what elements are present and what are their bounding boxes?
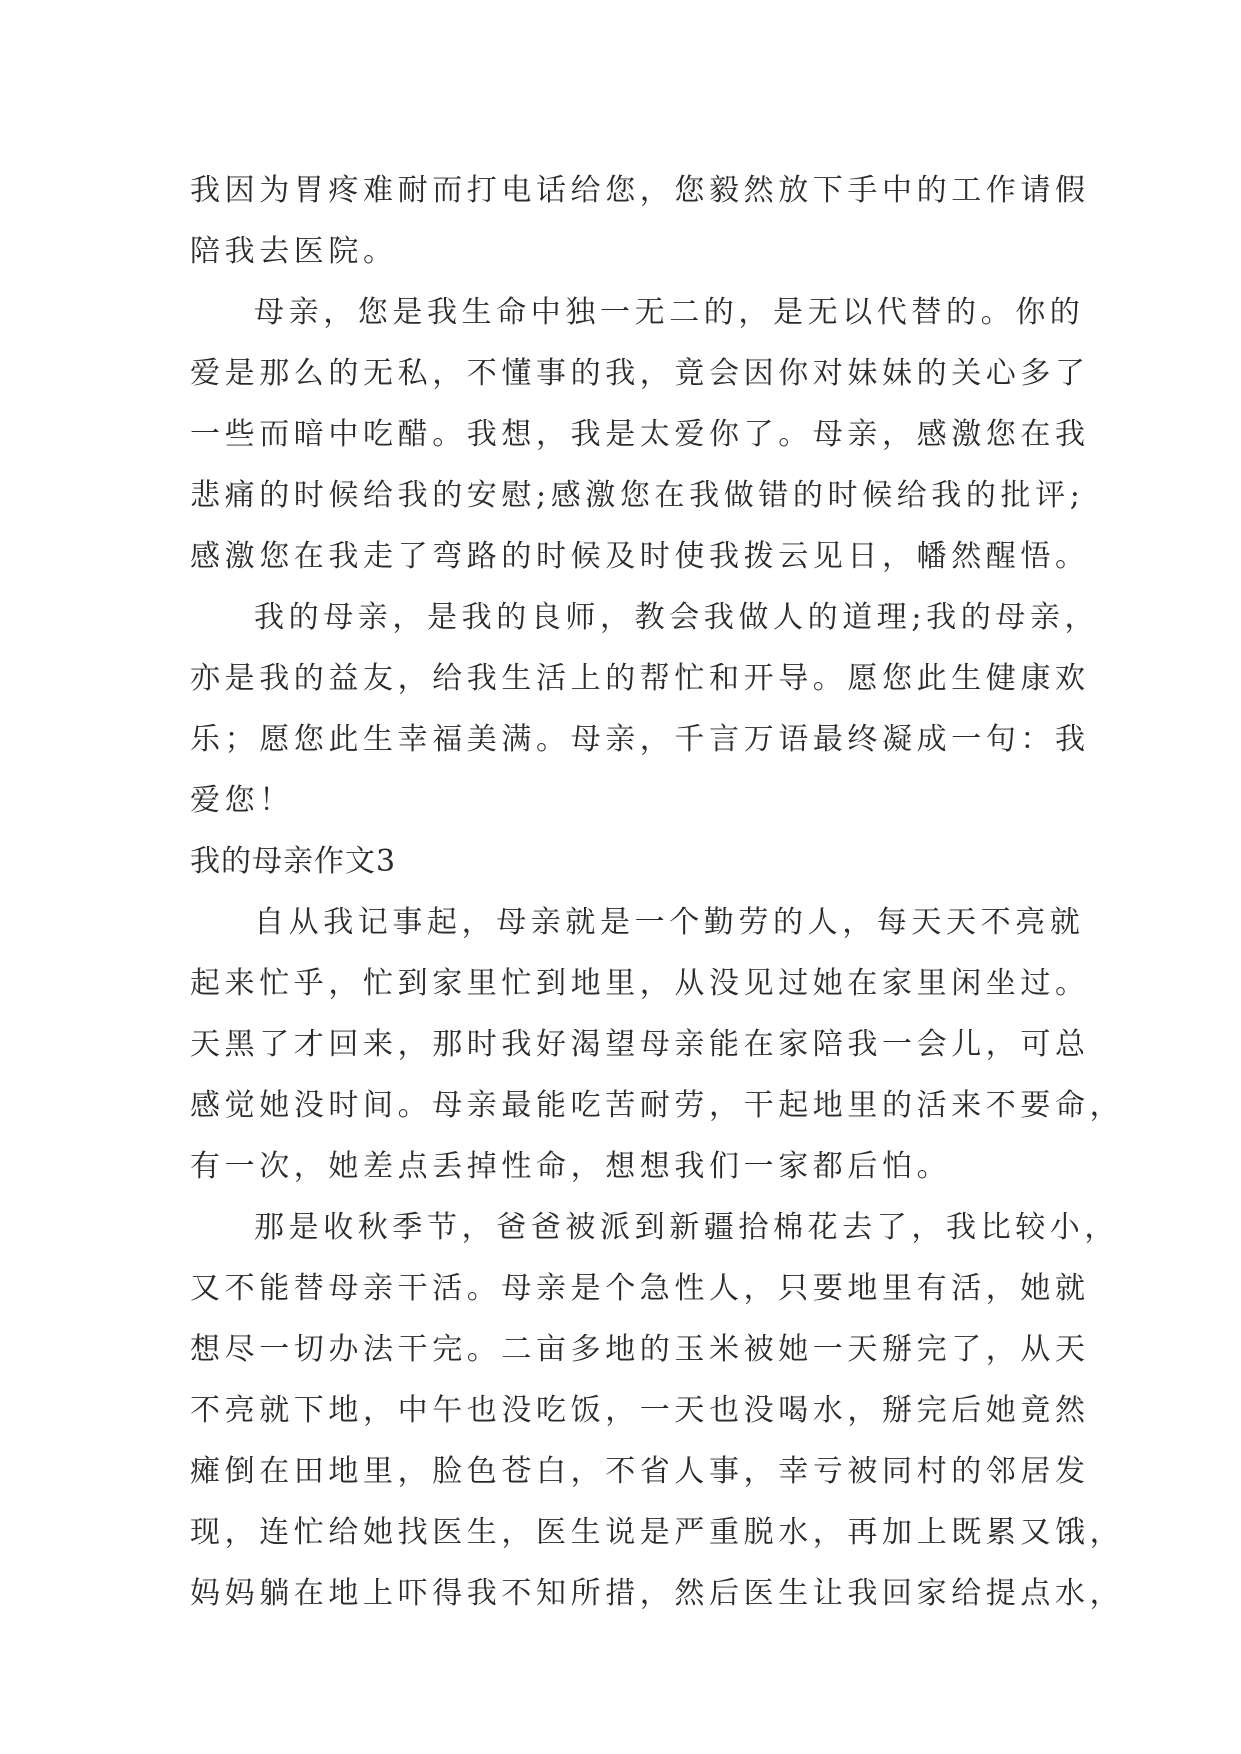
text-line: 陪我去医院。 <box>190 234 398 269</box>
text-line: 乐；愿您此生幸福美满。母亲，千言万语最终凝成一句：我 <box>190 722 1090 757</box>
text-line: 妈妈躺在地上吓得我不知所措，然后医生让我回家给提点水， <box>190 1576 1125 1611</box>
text-line: 一些而暗中吃醋。我想，我是太爱你了。母亲，感激您在我 <box>190 417 1090 452</box>
text-line: 瘫倒在田地里，脸色苍白，不省人事，幸亏被同村的邻居发 <box>190 1454 1090 1489</box>
text-line: 现，连忙给她找医生，医生说是严重脱水，再加上既累又饿， <box>190 1515 1125 1550</box>
text-line: 亦是我的益友，给我生活上的帮忙和开导。愿您此生健康欢 <box>190 661 1090 696</box>
text-line: 我因为胃疼难耐而打电话给您，您毅然放下手中的工作请假 <box>190 173 1090 208</box>
document-page <box>190 160 1125 1624</box>
text-line: 又不能替母亲干活。母亲是个急性人，只要地里有活，她就 <box>190 1271 1090 1306</box>
text-line: 想尽一切办法干完。二亩多地的玉米被她一天掰完了，从天 <box>190 1332 1090 1367</box>
text-line: 悲痛的时候给我的安慰;感激您在我做错的时候给我的批评; <box>190 478 1085 513</box>
text-line: 起来忙乎，忙到家里忙到地里，从没见过她在家里闲坐过。 <box>190 966 1090 1001</box>
text-line: 有一次，她差点丢掉性命，想想我们一家都后怕。 <box>190 1149 952 1184</box>
section-heading: 我的母亲作文3 <box>190 844 397 879</box>
paragraph-start-line: 母亲，您是我生命中独一无二的，是无以代替的。你的 <box>254 295 1085 330</box>
text-line: 爱您！ <box>190 783 294 818</box>
text-line: 天黑了才回来，那时我好渴望母亲能在家陪我一会儿，可总 <box>190 1027 1090 1062</box>
paragraph-start-line: 自从我记事起，母亲就是一个勤劳的人，每天天不亮就 <box>254 905 1085 940</box>
text-line: 感激您在我走了弯路的时候及时使我拨云见日，幡然醒悟。 <box>190 539 1090 574</box>
paragraph-start-line: 我的母亲，是我的良师，教会我做人的道理;我的母亲， <box>254 600 1100 635</box>
text-line: 不亮就下地，中午也没吃饭，一天也没喝水，掰完后她竟然 <box>190 1393 1090 1428</box>
paragraph-start-line: 那是收秋季节，爸爸被派到新疆拾棉花去了，我比较小， <box>254 1210 1119 1245</box>
text-line: 感觉她没时间。母亲最能吃苦耐劳，干起地里的活来不要命， <box>190 1088 1125 1123</box>
text-line: 爱是那么的无私，不懂事的我，竟会因你对妹妹的关心多了 <box>190 356 1090 391</box>
